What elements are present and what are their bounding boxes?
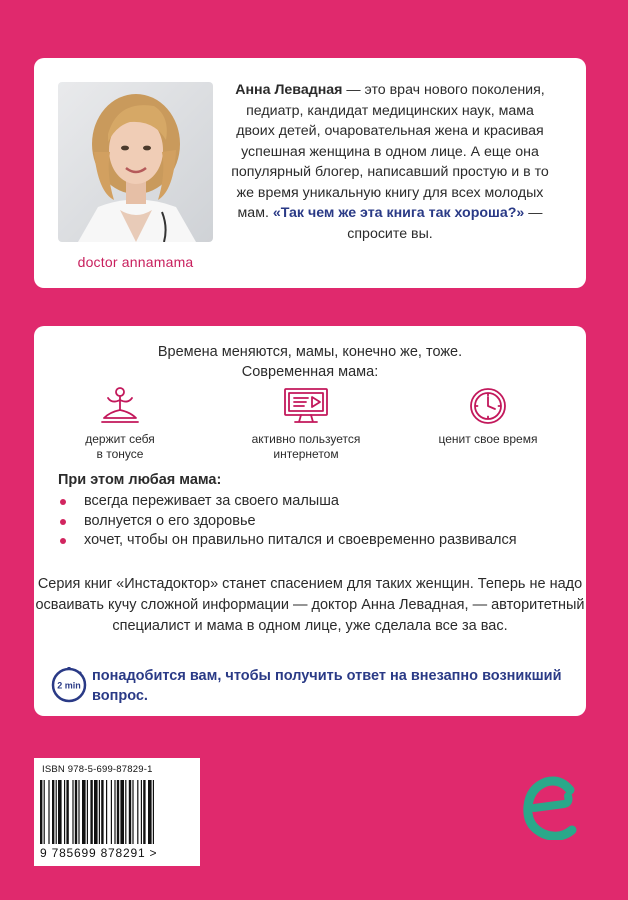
bio-text: — это врач нового поколения, педиатр, кандидат медицинских наук, мама двоих детей, очаровательная жена и красивая успешная женщина в одном лице. А еще она популярный блогер, написавший простую и в то же время уникальную книгу для всех молодых мам.	[231, 82, 549, 221]
barcode-bar	[94, 780, 98, 844]
concerns-title: При этом любая мама:	[58, 472, 222, 488]
isbn-label: ISBN 978-5-699-87829-1	[42, 764, 153, 775]
barcode-bar	[129, 780, 131, 844]
feature-fitness	[40, 386, 200, 462]
barcode-bar	[143, 780, 145, 844]
list-item: волнуется о его здоровье	[56, 512, 556, 532]
author-name: Анна Левадная	[235, 82, 343, 98]
barcode-bar	[101, 780, 103, 844]
barcode-bar	[114, 780, 115, 844]
barcode-bar	[82, 780, 86, 844]
barcode-bar	[106, 780, 107, 844]
publisher-logo-icon	[520, 774, 582, 840]
features-row	[34, 386, 586, 466]
author-bio	[230, 80, 550, 244]
barcode-bars	[40, 780, 196, 846]
bullet-icon	[60, 538, 66, 544]
barcode-bar	[120, 780, 124, 844]
feature-label: активно пользуется интернетом	[251, 432, 361, 461]
main-card	[34, 326, 586, 716]
barcode-bar	[58, 780, 62, 844]
bio-quote: «Так чем же эта книга так хороша?»	[272, 205, 525, 221]
list-item: всегда переживает за своего малыша	[56, 492, 556, 512]
barcode-bar	[66, 780, 68, 844]
intro-line-1: Времена меняются, мамы, конечно же, тоже.	[157, 344, 463, 360]
intro-line-2: Современная мама:	[241, 364, 379, 380]
barcode-bar	[48, 780, 49, 844]
barcode-bar	[87, 780, 88, 844]
barcode-bar	[40, 780, 42, 844]
barcode-bar	[132, 780, 133, 844]
bio-end: — спросите вы.	[347, 205, 543, 242]
timer-icon	[50, 666, 88, 704]
feature-label: держит себя в тонусе	[85, 432, 155, 461]
barcode-bar	[117, 780, 119, 844]
barcode-bar	[78, 780, 79, 844]
barcode-panel	[34, 758, 200, 866]
barcode-bar	[56, 780, 57, 844]
barcode-bar	[64, 780, 65, 844]
intro-text	[34, 342, 586, 382]
photo-caption: doctor annamama	[77, 254, 194, 270]
barcode-bar	[111, 780, 112, 844]
barcode-bar	[90, 780, 92, 844]
barcode-bar	[75, 780, 77, 844]
barcode-bar	[99, 780, 100, 844]
feature-label: ценит свое время	[438, 432, 538, 446]
feature-time	[408, 386, 568, 447]
series-description: Серия книг «Инстадоктор» станет спасением для таких женщин. Теперь не надо осваивать кучу сложной информации — доктор Анна Левадная, — авторитетный специалист и мама в одном лице, уже сделала все за вас.	[35, 576, 585, 634]
clock-icon	[466, 386, 510, 426]
barcode-bar	[153, 780, 154, 844]
timer-label: 2 min	[57, 680, 81, 691]
yoga-icon	[98, 386, 142, 426]
list-item: хочет, чтобы он правильно питался и своевременно развивался	[56, 531, 556, 551]
timer-text: понадобится вам, чтобы получить ответ на внезапно возникший вопрос.	[92, 668, 562, 704]
isbn-digits: 9 785699 878291 >	[40, 846, 158, 860]
barcode-bar	[44, 780, 45, 844]
author-card	[34, 58, 586, 288]
barcode-bar	[72, 780, 73, 844]
concerns-list	[56, 492, 556, 551]
barcode-bar	[125, 780, 126, 844]
bullet-icon	[60, 519, 66, 525]
barcode-bar	[52, 780, 54, 844]
monitor-icon	[282, 386, 330, 426]
barcode-bar	[137, 780, 138, 844]
feature-internet	[226, 386, 386, 462]
barcode-bar	[148, 780, 152, 844]
barcode-bar	[141, 780, 142, 844]
author-photo	[58, 82, 213, 242]
bullet-icon	[60, 499, 66, 505]
